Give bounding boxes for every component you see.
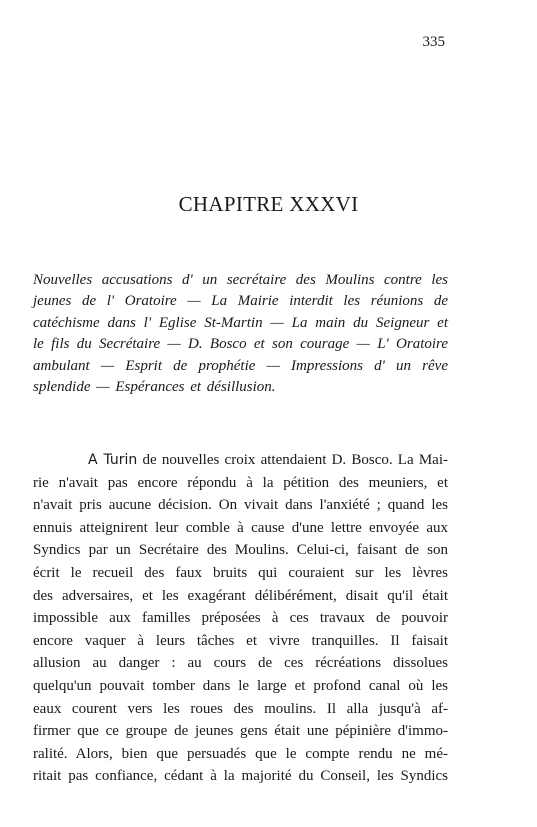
body-line: n'avait pris aucune décision. On vivait dans l'anxiété ; quand les <box>33 497 448 514</box>
body-line: allusion au danger : au cours de ces récréations dissolues <box>33 655 448 672</box>
summary-line: ambulant — Esprit de prophétie — Impressions d' un rêve <box>33 357 448 374</box>
body-line: écrit le recueil des faux bruits qui couraient sur les lèvres <box>33 564 448 581</box>
summary-line: Nouvelles accusations d' un secrétaire des Moulins contre les <box>33 272 448 288</box>
body-line: ralité. Alors, bien que persuadés que le compte rendu ne mé- <box>33 745 448 762</box>
body-line: Syndics par un Secrétaire des Moulins. Celui-ci, faisant de son <box>33 542 448 559</box>
body-line-text: de nouvelles croix attendaient D. Bosco. La Mai- <box>142 452 448 468</box>
summary-line: catéchisme dans l' Eglise St-Martin — La main du Seigneur et <box>33 314 448 331</box>
summary-line: jeunes de l' Oratoire — La Mairie interdit les réunions de <box>33 293 448 310</box>
page-number: 335 <box>422 34 445 50</box>
body-line: ennuis atteignirent leur comble à cause d'une lettre envoyée aux <box>33 519 448 536</box>
body-line: impossible aux familles préposées à ces travaux de pouvoir <box>33 610 448 627</box>
body-line: rie n'avait pas encore répondu à la pétition des meuniers, et <box>33 474 448 491</box>
body-line: eaux courent vers les roues des moulins. Il alla jusqu'à af- <box>33 700 448 717</box>
body-line: des adversaires, et les exagérant délibérément, disait qu'il était <box>33 587 448 604</box>
summary-line: splendide — Espérances et désillusion. <box>33 379 276 396</box>
body-line-first <box>33 449 448 472</box>
chapter-title: CHAPITRE XXXVI <box>178 192 359 216</box>
body-line: encore vaquer à leurs tâches et vivre tranquilles. Il faisait <box>33 632 448 649</box>
body-line: quelqu'un pouvait tomber dans le large et profond canal où les <box>33 677 448 694</box>
body-paragraph <box>33 449 448 788</box>
body-line: ritait pas confiance, cédant à la majorité du Conseil, les Syndics <box>33 768 448 785</box>
chapter-summary <box>33 270 448 398</box>
lead-words: A Turin <box>88 452 138 468</box>
body-line: firmer que ce groupe de jeunes gens était une pépinière d'immo- <box>33 723 448 740</box>
summary-line: le fils du Secrétaire — D. Bosco et son courage — L' Oratoire <box>33 336 448 353</box>
